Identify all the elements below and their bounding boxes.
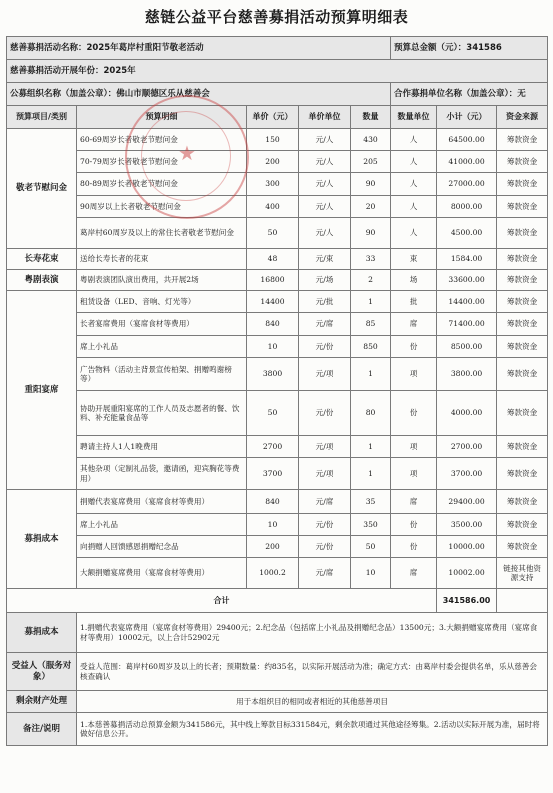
quantity-cell: 1: [351, 291, 391, 313]
quantity-unit-cell: 项: [391, 436, 437, 458]
unit-price-cell: 1000.2: [247, 558, 299, 589]
unit-price-cell: 300: [247, 173, 299, 196]
detail-cell: 广告物料（活动主背景宣传柏架、捐赠鸣谢榜等）: [77, 358, 247, 391]
unit-price-cell: 3800: [247, 358, 299, 391]
footer-text: 1.捐赠代表宴席费用（宴席食材等费用）29400元；2.纪念品（包括席上小礼品及捐赠纪念品）13500元；3.大额捐赠宴席费用（宴席食材等费用）10002元，以上合计52902元: [77, 613, 548, 653]
subtotal-cell: 4500.00: [437, 218, 497, 249]
quantity-cell: 35: [351, 490, 391, 514]
official-seal-stamp: ★: [125, 95, 249, 219]
table-row: [7, 558, 548, 589]
column-header: 单价单位: [299, 106, 351, 129]
fund-source-cell: 筹款资金: [497, 514, 548, 536]
quantity-cell: 430: [351, 129, 391, 151]
detail-cell: 租赁设备（LED、音响、灯光等）: [77, 291, 247, 313]
quantity-cell: 1: [351, 358, 391, 391]
footer-row: [7, 613, 548, 653]
quantity-unit-cell: 束: [391, 249, 437, 270]
table-row: [7, 514, 548, 536]
subtotal-cell: 8500.00: [437, 336, 497, 358]
quantity-cell: 80: [351, 391, 391, 436]
column-header: 数量: [351, 106, 391, 129]
subtotal-cell: 27000.00: [437, 173, 497, 196]
unit-price-cell: 48: [247, 249, 299, 270]
total-value: 341586.00: [437, 589, 497, 613]
subtotal-cell: 8000.00: [437, 196, 497, 218]
organizer-name: 公募组织名称（加盖公章）：佛山市顺德区乐从慈善会: [7, 83, 391, 106]
table-row: [7, 196, 548, 218]
unit-price-cell: 50: [247, 218, 299, 249]
price-unit-cell: 元/束: [299, 249, 351, 270]
price-unit-cell: 元/批: [299, 291, 351, 313]
quantity-cell: 85: [351, 313, 391, 336]
table-row: [7, 391, 548, 436]
subtotal-cell: 1584.00: [437, 249, 497, 270]
quantity-unit-cell: 份: [391, 536, 437, 558]
detail-cell: 葛岸村60周岁及以上的常住长者敬老节慰问金: [77, 218, 247, 249]
price-unit-cell: 元/份: [299, 514, 351, 536]
quantity-cell: 33: [351, 249, 391, 270]
quantity-cell: 350: [351, 514, 391, 536]
fund-source-cell: 筹款资金: [497, 336, 548, 358]
unit-price-cell: 10: [247, 336, 299, 358]
fund-source-cell: 筹款资金: [497, 536, 548, 558]
unit-price-cell: 50: [247, 391, 299, 436]
table-row: [7, 313, 548, 336]
column-header: 单价（元）: [247, 106, 299, 129]
price-unit-cell: 元/席: [299, 490, 351, 514]
unit-price-cell: 200: [247, 536, 299, 558]
fund-source-cell: 筹款资金: [497, 173, 548, 196]
footer-label: 备注/说明: [7, 713, 77, 746]
quantity-unit-cell: 人: [391, 151, 437, 173]
category-cell: 敬老节慰问金: [7, 129, 77, 249]
category-cell: 长寿花束: [7, 249, 77, 270]
unit-price-cell: 2700: [247, 436, 299, 458]
column-header: 数量单位: [391, 106, 437, 129]
column-header: 资金来源: [497, 106, 548, 129]
fund-source-cell: 筹款资金: [497, 129, 548, 151]
footer-label: 募捐成本: [7, 613, 77, 653]
subtotal-cell: 14400.00: [437, 291, 497, 313]
unit-price-cell: 14400: [247, 291, 299, 313]
column-header: 预算项目/类别: [7, 106, 77, 129]
price-unit-cell: 元/项: [299, 436, 351, 458]
column-header: 小计（元）: [437, 106, 497, 129]
quantity-unit-cell: 批: [391, 291, 437, 313]
quantity-unit-cell: 席: [391, 558, 437, 589]
price-unit-cell: 元/人: [299, 151, 351, 173]
unit-price-cell: 16800: [247, 270, 299, 291]
quantity-cell: 1: [351, 458, 391, 490]
detail-cell: 其他杂项（定制礼品袋，邀请函，迎宾胸花等费用）: [77, 458, 247, 490]
price-unit-cell: 元/人: [299, 218, 351, 249]
subtotal-cell: 33600.00: [437, 270, 497, 291]
price-unit-cell: 元/项: [299, 358, 351, 391]
price-unit-cell: 元/席: [299, 313, 351, 336]
column-header: 预算明细: [77, 106, 247, 129]
table-row: [7, 291, 548, 313]
footer-row: [7, 713, 548, 746]
table-row: [7, 536, 548, 558]
category-cell: 募捐成本: [7, 490, 77, 589]
quantity-cell: 90: [351, 218, 391, 249]
price-unit-cell: 元/场: [299, 270, 351, 291]
price-unit-cell: 元/份: [299, 336, 351, 358]
quantity-unit-cell: 份: [391, 336, 437, 358]
subtotal-cell: 41000.00: [437, 151, 497, 173]
quantity-unit-cell: 份: [391, 391, 437, 436]
footer-text: 1.本慈善募捐活动总预算金额为341586元，其中线上筹款目标331584元，剩余款项通过其他途径筹集。2.活动以实际开展为准，届时将做好信息公开。: [77, 713, 548, 746]
subtotal-cell: 2700.00: [437, 436, 497, 458]
fund-source-cell: 筹款资金: [497, 458, 548, 490]
fund-source-cell: 链接其他资源支持: [497, 558, 548, 589]
table-row: [7, 270, 548, 291]
detail-cell: 80-89周岁长者敬老节慰问金: [77, 173, 247, 196]
detail-cell: 协助开展重阳宴席的工作人员及志愿者的餐、饮料、补充能量食品等: [77, 391, 247, 436]
subtotal-cell: 29400.00: [437, 490, 497, 514]
quantity-unit-cell: 项: [391, 358, 437, 391]
quantity-unit-cell: 人: [391, 129, 437, 151]
price-unit-cell: 元/份: [299, 391, 351, 436]
fund-source-cell: 筹款资金: [497, 313, 548, 336]
quantity-unit-cell: 席: [391, 490, 437, 514]
quantity-cell: 205: [351, 151, 391, 173]
fund-source-cell: 筹款资金: [497, 436, 548, 458]
subtotal-cell: 4000.00: [437, 391, 497, 436]
detail-cell: 60-69周岁长者敬老节慰问金: [77, 129, 247, 151]
partner-name: 合作募捐单位名称（加盖公章）：无: [391, 83, 548, 106]
fund-source-cell: 筹款资金: [497, 270, 548, 291]
price-unit-cell: 元/项: [299, 458, 351, 490]
quantity-cell: 10: [351, 558, 391, 589]
quantity-cell: 20: [351, 196, 391, 218]
activity-name: 慈善募捐活动名称：2025年葛岸村重阳节敬老活动: [7, 37, 391, 60]
unit-price-cell: 840: [247, 313, 299, 336]
table-row: [7, 249, 548, 270]
table-row: [7, 436, 548, 458]
quantity-cell: 1: [351, 436, 391, 458]
footer-row: [7, 653, 548, 691]
page-title: 慈链公益平台慈善募捐活动预算明细表: [144, 8, 409, 26]
detail-cell: 70-79周岁长者敬老节慰问金: [77, 151, 247, 173]
fund-source-cell: 筹款资金: [497, 249, 548, 270]
price-unit-cell: 元/人: [299, 129, 351, 151]
quantity-unit-cell: 人: [391, 173, 437, 196]
subtotal-cell: 3700.00: [437, 458, 497, 490]
budget-total: 预算总金额（元）：341586: [391, 37, 548, 60]
unit-price-cell: 10: [247, 514, 299, 536]
quantity-cell: 90: [351, 173, 391, 196]
table-row: [7, 218, 548, 249]
fund-source-cell: 筹款资金: [497, 291, 548, 313]
quantity-unit-cell: 席: [391, 313, 437, 336]
detail-cell: 送给长寿长者的花束: [77, 249, 247, 270]
footer-label: 受益人（服务对象）: [7, 653, 77, 691]
subtotal-cell: 10000.00: [437, 536, 497, 558]
footer-label: 剩余财产处理: [7, 691, 77, 713]
table-row: [7, 358, 548, 391]
category-cell: 粤剧表演: [7, 270, 77, 291]
budget-table: [6, 36, 548, 746]
column-header-row: [7, 106, 548, 129]
quantity-unit-cell: 份: [391, 514, 437, 536]
footer-text: 用于本组织目的相同或者相近的其他慈善项目: [77, 691, 548, 713]
subtotal-cell: 3800.00: [437, 358, 497, 391]
unit-price-cell: 400: [247, 196, 299, 218]
subtotal-cell: 3500.00: [437, 514, 497, 536]
unit-price-cell: 150: [247, 129, 299, 151]
detail-cell: 聘请主持人1人1晚费用: [77, 436, 247, 458]
subtotal-cell: 10002.00: [437, 558, 497, 589]
quantity-unit-cell: 人: [391, 196, 437, 218]
price-unit-cell: 元/人: [299, 196, 351, 218]
detail-cell: 席上小礼品: [77, 514, 247, 536]
price-unit-cell: 元/席: [299, 558, 351, 589]
fund-source-cell: 筹款资金: [497, 196, 548, 218]
table-row: [7, 173, 548, 196]
category-cell: 重阳宴席: [7, 291, 77, 490]
detail-cell: 粤剧表演团队演出费用，共开展2场: [77, 270, 247, 291]
total-row: [7, 589, 548, 613]
fund-source-cell: 筹款资金: [497, 391, 548, 436]
detail-cell: 大额捐赠宴席费用（宴席食材等费用）: [77, 558, 247, 589]
fund-source-cell: 筹款资金: [497, 151, 548, 173]
quantity-cell: 2: [351, 270, 391, 291]
detail-cell: 长者宴席费用（宴席食材等费用）: [77, 313, 247, 336]
fund-source-cell: 筹款资金: [497, 358, 548, 391]
table-row: [7, 490, 548, 514]
quantity-cell: 850: [351, 336, 391, 358]
quantity-unit-cell: 场: [391, 270, 437, 291]
unit-price-cell: 3700: [247, 458, 299, 490]
table-row: [7, 336, 548, 358]
footer-row: [7, 691, 548, 713]
footer-text: 受益人范围：葛岸村60周岁及以上的长者；预期数量：约835名，以实际开展活动为准；确定方式：由葛岸村委会提供名单，乐从慈善会核查确认: [77, 653, 548, 691]
table-row: [7, 458, 548, 490]
detail-cell: 捐赠代表宴席费用（宴席食材等费用）: [77, 490, 247, 514]
fund-source-cell: 筹款资金: [497, 490, 548, 514]
quantity-cell: 50: [351, 536, 391, 558]
price-unit-cell: 元/份: [299, 536, 351, 558]
activity-year: 慈善募捐活动开展年份：2025年: [7, 60, 548, 83]
quantity-unit-cell: 项: [391, 458, 437, 490]
detail-cell: 向捐赠人回馈感恩捐赠纪念品: [77, 536, 247, 558]
unit-price-cell: 840: [247, 490, 299, 514]
total-label: 合计: [7, 589, 437, 613]
fund-source-cell: 筹款资金: [497, 218, 548, 249]
detail-cell: 90周岁以上长者敬老节慰问金: [77, 196, 247, 218]
unit-price-cell: 200: [247, 151, 299, 173]
quantity-unit-cell: 人: [391, 218, 437, 249]
price-unit-cell: 元/人: [299, 173, 351, 196]
table-row: [7, 129, 548, 151]
table-row: [7, 151, 548, 173]
subtotal-cell: 71400.00: [437, 313, 497, 336]
detail-cell: 席上小礼品: [77, 336, 247, 358]
subtotal-cell: 64500.00: [437, 129, 497, 151]
